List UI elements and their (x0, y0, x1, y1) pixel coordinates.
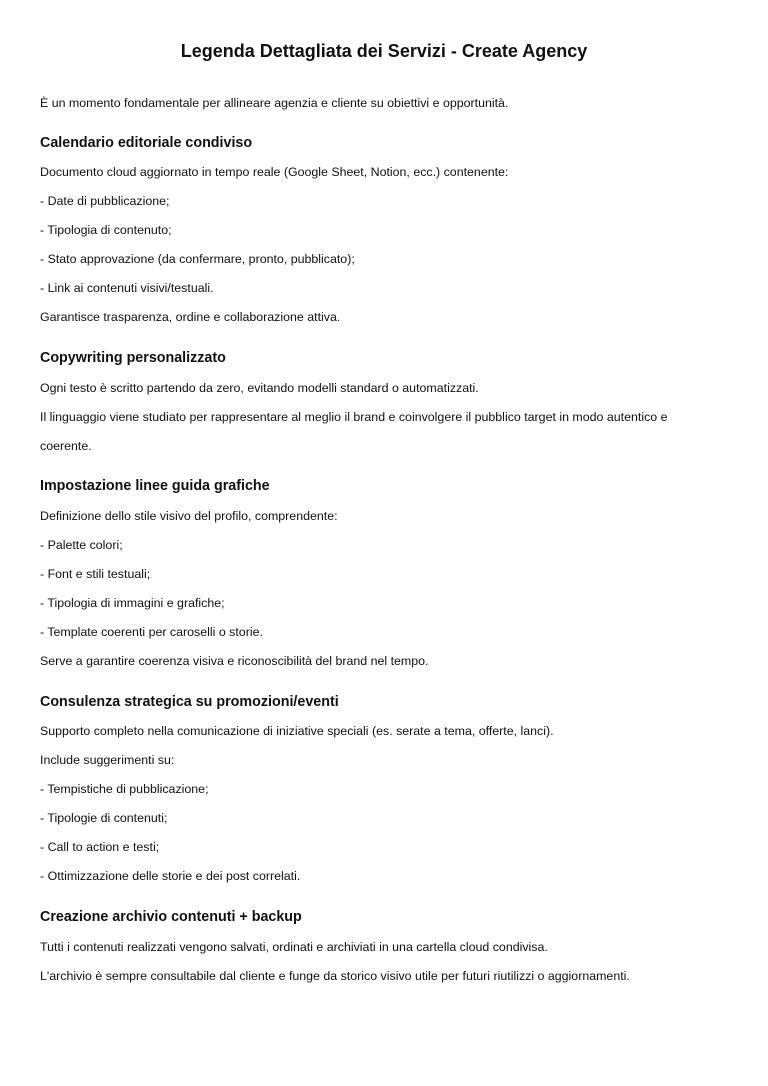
section-line: - Tipologia di immagini e grafiche; (40, 596, 225, 610)
section-line: Ogni testo è scritto partendo da zero, evitando modelli standard o automatizzati. (40, 381, 479, 395)
section-line: Garantisce trasparenza, ordine e collaborazione attiva. (40, 310, 341, 324)
section-line: - Date di pubblicazione; (40, 194, 170, 208)
section-line: - Tipologie di contenuti; (40, 811, 168, 825)
section-line: Serve a garantire coerenza visiva e riconoscibilità del brand nel tempo. (40, 654, 429, 668)
section-heading-archivio: Creazione archivio contenuti + backup (40, 909, 302, 925)
section-line: - Link ai contenuti visivi/testuali. (40, 281, 214, 295)
section-line: Include suggerimenti su: (40, 753, 175, 767)
section-heading-grafiche: Impostazione linee guida grafiche (40, 478, 270, 494)
section-line: - Palette colori; (40, 538, 123, 552)
section-line: - Stato approvazione (da confermare, pronto, pubblicato); (40, 252, 355, 266)
section-line: - Tipologia di contenuto; (40, 223, 172, 237)
section-line: Supporto completo nella comunicazione di iniziative speciali (es. serate a tema, offerte, lanci). (40, 724, 554, 738)
section-heading-copywriting: Copywriting personalizzato (40, 350, 226, 366)
section-line: Il linguaggio viene studiato per rappresentare al meglio il brand e coinvolgere il pubblico target in modo autentico e (40, 410, 668, 424)
intro-paragraph: È un momento fondamentale per allineare agenzia e cliente su obiettivi e opportunità. (40, 96, 509, 110)
section-heading-consulenza: Consulenza strategica su promozioni/eventi (40, 694, 339, 710)
section-line: Definizione dello stile visivo del profilo, comprendente: (40, 509, 338, 523)
section-line: - Call to action e testi; (40, 840, 160, 854)
section-line: Tutti i contenuti realizzati vengono salvati, ordinati e archiviati in una cartella cloud condivisa. (40, 940, 548, 954)
page-title: Legenda Dettagliata dei Servizi - Create Agency (180, 41, 588, 61)
section-line: - Tempistiche di pubblicazione; (40, 782, 209, 796)
section-heading-calendario: Calendario editoriale condiviso (40, 135, 253, 151)
section-line: - Ottimizzazione delle storie e dei post correlati. (40, 869, 301, 883)
section-line: L'archivio è sempre consultabile dal cliente e funge da storico visivo utile per futuri riutilizzi o aggiornamenti. (40, 969, 630, 983)
section-line: coerente. (40, 439, 92, 453)
section-line: Documento cloud aggiornato in tempo reale (Google Sheet, Notion, ecc.) contenente: (40, 165, 509, 179)
section-line: - Template coerenti per caroselli o storie. (40, 625, 263, 639)
section-line: - Font e stili testuali; (40, 567, 151, 581)
